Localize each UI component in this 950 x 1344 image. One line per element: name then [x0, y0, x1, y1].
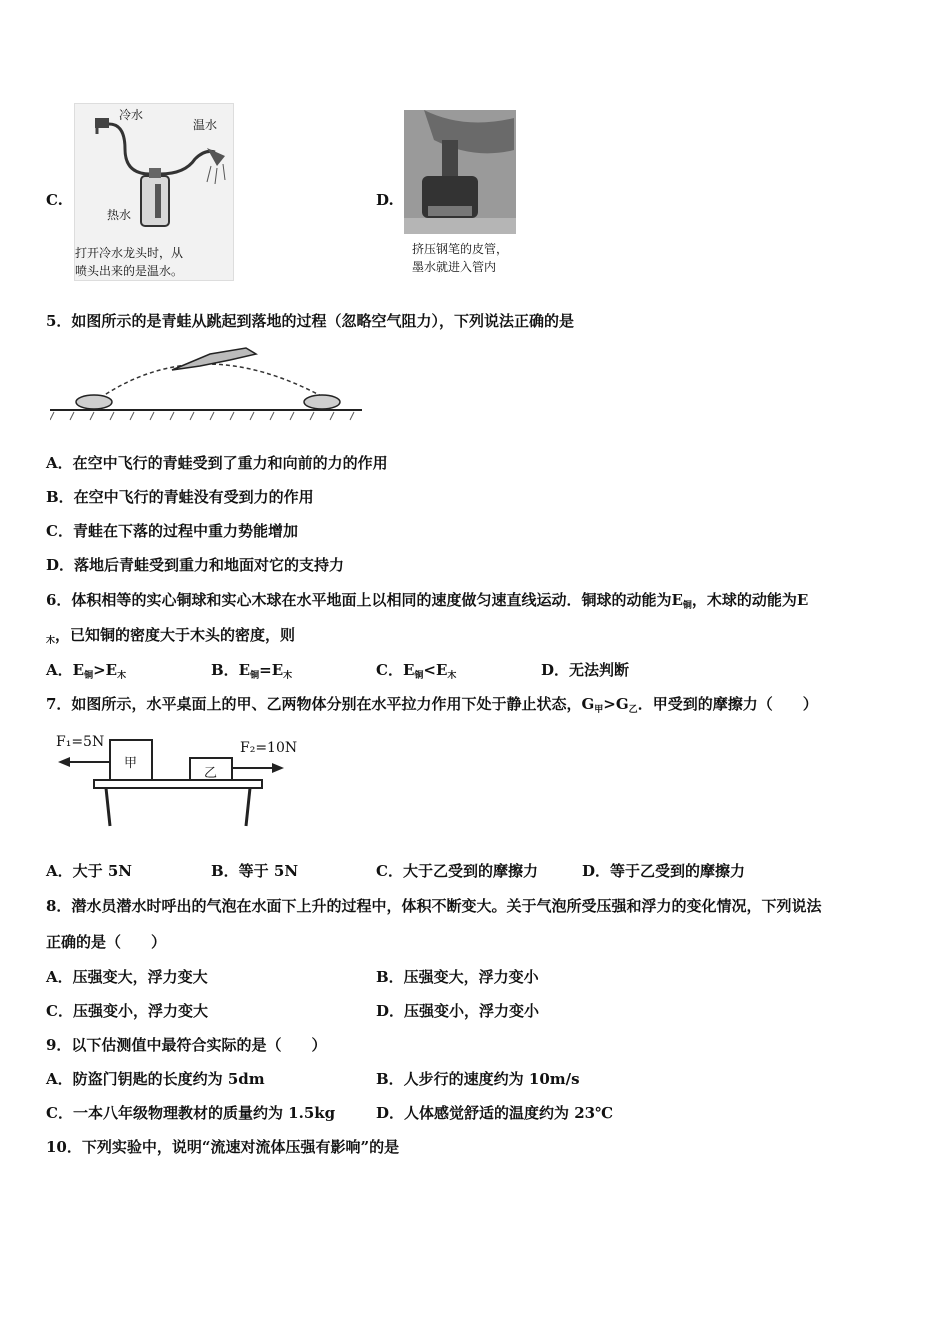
question-5-stem: 5．如图所示的是青蛙从跳起到落地的过程（忽略空气阻力），下列说法正确的是 [46, 312, 574, 330]
q7-option-c: C．大于乙受到的摩擦力 [376, 862, 538, 880]
caption-line-1: 挤压钢笔的皮管， [412, 242, 509, 256]
q6-option-a: A．$E_铜>E_木$ [46, 661, 127, 681]
caption-line-2: 喷头出来的是温水。 [75, 264, 184, 278]
figure-water-heater [74, 103, 234, 281]
question-7-stem: 7．如图所示，水平桌面上的甲、乙两物体分别在水平拉力作用下处于静止状态，$G_甲>G_乙$．甲受到的摩擦力（ ） [46, 695, 818, 715]
q5-option-c: C．青蛙在下落的过程中重力势能增加 [46, 522, 298, 540]
label-block-jia: 甲 [124, 756, 138, 771]
q9-option-d: D．人体感觉舒适的温度约为 23℃ [376, 1104, 614, 1122]
question-9-stem: 9．以下估测值中最符合实际的是（ ） [46, 1036, 327, 1054]
figure-frog-jump [50, 340, 362, 422]
q7-option-d: D．等于乙受到的摩擦力 [582, 862, 746, 880]
faucet-shape [95, 118, 109, 128]
question-6-stem-line1: 6．体积相等的实心铜球和实心木球在水平地面上以相同的速度做匀速直线运动．铜球的动能为$E_铜$，木球的动能为E [46, 591, 809, 611]
caption-line-2: 墨水就进入管内 [412, 260, 497, 274]
photo-pen-filling [404, 110, 516, 234]
q6-option-d: D．无法判断 [541, 661, 630, 679]
label-block-yi: 乙 [204, 766, 218, 781]
label-hot-water: 热水 [107, 208, 132, 222]
question-8-stem-line2: 正确的是（ ） [46, 933, 167, 951]
q5-option-a: A．在空中飞行的青蛙受到了重力和向前的力的作用 [46, 454, 388, 472]
q9-option-a: A．防盗门钥匙的长度约为 5dm [46, 1070, 265, 1088]
q8-option-b: B．压强变大，浮力变小 [376, 968, 539, 986]
q7-option-a: A．大于 5N [46, 862, 133, 880]
q5-option-d: D．落地后青蛙受到重力和地面对它的支持力 [46, 556, 345, 574]
figure-fountain-pen [404, 110, 530, 278]
label-cold-water: 冷水 [119, 108, 144, 122]
label-f1: F₁=5N [56, 734, 105, 750]
q8-option-d: D．压强变小，浮力变小 [376, 1002, 540, 1020]
option-d-label: D. [376, 191, 394, 209]
q6-option-c: C．$E_铜<E_木$ [376, 661, 457, 681]
q9-option-b: B．人步行的速度约为 10m/s [376, 1070, 580, 1088]
label-warm-water: 温水 [193, 118, 218, 132]
q5-option-b: B．在空中飞行的青蛙没有受到力的作用 [46, 488, 314, 506]
question-6-stem-line2: $_木$，已知铜的密度大于木头的密度，则 [46, 626, 296, 646]
question-8-stem-line1: 8．潜水员潜水时呼出的气泡在水面下上升的过程中，体积不断变大。关于气泡所受压强和浮力的变化情况，下列说法 [46, 897, 822, 915]
q6-option-b: B．$E_铜=E_木$ [211, 661, 293, 681]
figure-table-blocks [54, 730, 304, 830]
option-c-label: C. [46, 191, 63, 209]
q7-option-b: B．等于 5N [211, 862, 299, 880]
label-f2: F₂=10N [240, 740, 298, 756]
q8-option-a: A．压强变大，浮力变大 [46, 968, 208, 986]
q9-option-c: C．一本八年级物理教材的质量约为 1.5kg [46, 1104, 336, 1122]
question-10-stem: 10．下列实验中，说明“流速对流体压强有影响”的是 [46, 1138, 400, 1156]
q8-option-c: C．压强变小，浮力变大 [46, 1002, 208, 1020]
caption-line-1: 打开冷水龙头时，从 [75, 246, 184, 260]
